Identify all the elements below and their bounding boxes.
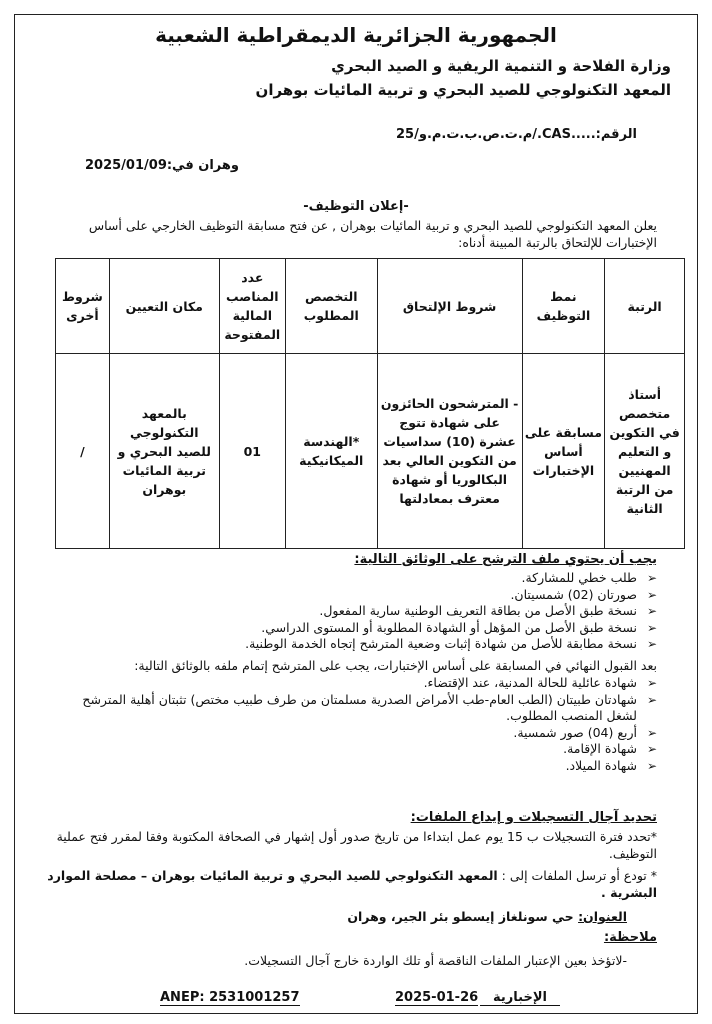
anep-number: ANEP: 2531001257 xyxy=(160,990,300,1005)
col-grade: الرتبة xyxy=(605,259,685,354)
ministry-name: وزارة الفلاحة و التنمية الريفية و الصيد البحري xyxy=(331,57,671,75)
cell-other: / xyxy=(56,354,110,549)
jobs-table xyxy=(55,258,685,549)
newspaper-name: الإخبارية xyxy=(480,990,560,1006)
col-specialty: التخصص المطلوب xyxy=(285,259,377,354)
registration-period: *تحدد فترة التسجيلات ب 15 يوم عمل ابتداءا من تاريخ صدور أول إشهار في الصحافة المكتوبة وفقا لمقرر فتح عملية التوظيف. xyxy=(56,829,657,861)
send-label: * تودع أو ترسل الملفات إلى : xyxy=(501,868,657,883)
note-text: -لاتؤخذ بعين الإعتبار الملفات الناقصة أو تلك الواردة خارج آجال التسجيلات. xyxy=(244,953,627,968)
col-conditions: شروط الإلتحاق xyxy=(377,259,522,354)
table-row xyxy=(56,354,685,549)
documents-title: يجب أن يحتوي ملف الترشح على الوثائق التالية: xyxy=(354,552,657,567)
cell-location: بالمعهد التكنولوجي للصيد البحري و تربية المائيات بوهران xyxy=(109,354,219,549)
cell-specialty: *الهندسة الميكانيكية xyxy=(285,354,377,549)
col-mode: نمط التوظيف xyxy=(522,259,605,354)
cell-posts: 01 xyxy=(219,354,285,549)
list-item: ➢ أربع (04) صور شمسية. xyxy=(57,725,657,742)
list-item: ➢ شهادة الميلاد. xyxy=(57,758,657,775)
announcement-page xyxy=(14,14,698,1014)
list-item: ➢ نسخة مطابقة للأصل من شهادة إثبات وضعية المترشح إتجاه الخدمة الوطنية. xyxy=(57,636,657,653)
cell-conditions: - المترشحون الحائزون على شهادة تتوج عشرة (10) سداسيات من التكوين العالي بعد البكالوريا أو شهادة معترف بمعادلتها xyxy=(377,354,522,549)
address xyxy=(17,908,627,925)
col-location: مكان التعيين xyxy=(109,259,219,354)
announcement-title: -إعلان التوظيف- xyxy=(303,199,409,214)
cell-mode: مسابقة على أساس الإختبارات xyxy=(522,354,605,549)
institute-name: المعهد التكنولوجي للصيد البحري و تربية المائيات بوهران xyxy=(255,81,671,99)
republic-title: الجمهورية الجزائرية الديمقراطية الشعبية xyxy=(155,23,557,47)
col-posts: عدد المناصب المالية المفتوحة xyxy=(219,259,285,354)
issue-date: وهران في:2025/01/09 xyxy=(85,158,239,173)
address-value: حي سونلغاز إيسطو بئر الجير، وهران xyxy=(347,909,574,924)
cell-grade: أستاذ متخصص في التكوين و التعليم المهنيين من الرتبة الثانية xyxy=(605,354,685,549)
list-item: ➢ شهادتان طبيتان (الطب العام-طب الأمراض الصدرية مسلمتان من طرف طبيب مختص) تثبتان أهلية المترشح لشغل المنصب المطلوب. xyxy=(57,692,657,725)
after-documents-list xyxy=(57,675,657,774)
list-item: ➢ طلب خطي للمشاركة. xyxy=(57,570,657,587)
reference-number: الرقم:.....CAS./م.ت.ص.ب.ت.م.و/25 xyxy=(396,127,637,142)
deadlines-title: تحديد آجال التسجيلات و إيداع الملفات: xyxy=(410,810,657,825)
col-other: شروط أخرى xyxy=(56,259,110,354)
address-label: العنوان: xyxy=(578,909,627,924)
after-acceptance-text: بعد القبول النهائي في المسابقة على أساس الإختبارات، يجب على المترشح إتمام ملفه بالوثائق التالية: xyxy=(134,658,657,673)
send-target: المعهد التكنولوجي للصيد البحري و تربية المائيات بوهران – مصلحة الموارد البشرية . xyxy=(47,868,657,900)
list-item: ➢ شهادة الإقامة. xyxy=(57,741,657,758)
list-item: ➢ نسخة طبق الأصل من بطاقة التعريف الوطنية سارية المفعول. xyxy=(57,603,657,620)
note-title: ملاحظة: xyxy=(603,930,657,945)
list-item: ➢ نسخة طبق الأصل من المؤهل أو الشهادة المطلوبة أو المستوى الدراسي. xyxy=(57,620,657,637)
documents-list xyxy=(57,570,657,653)
table-header-row xyxy=(56,259,685,354)
list-item: ➢ صورتان (02) شمسيتان. xyxy=(57,587,657,604)
footer-date: 2025-01-26 xyxy=(395,990,479,1005)
send-files xyxy=(47,867,657,901)
list-item: ➢ شهادة عائلية للحالة المدنية، عند الإقتضاء. xyxy=(57,675,657,692)
announcement-intro: يعلن المعهد التكنولوجي للصيد البحري و تربية المائيات بوهران , عن فتح مسابقة التوظيف الخارجي على أساس الإختبارات للإلتحاق بالرتبة المبينة أدناه: xyxy=(88,218,657,250)
